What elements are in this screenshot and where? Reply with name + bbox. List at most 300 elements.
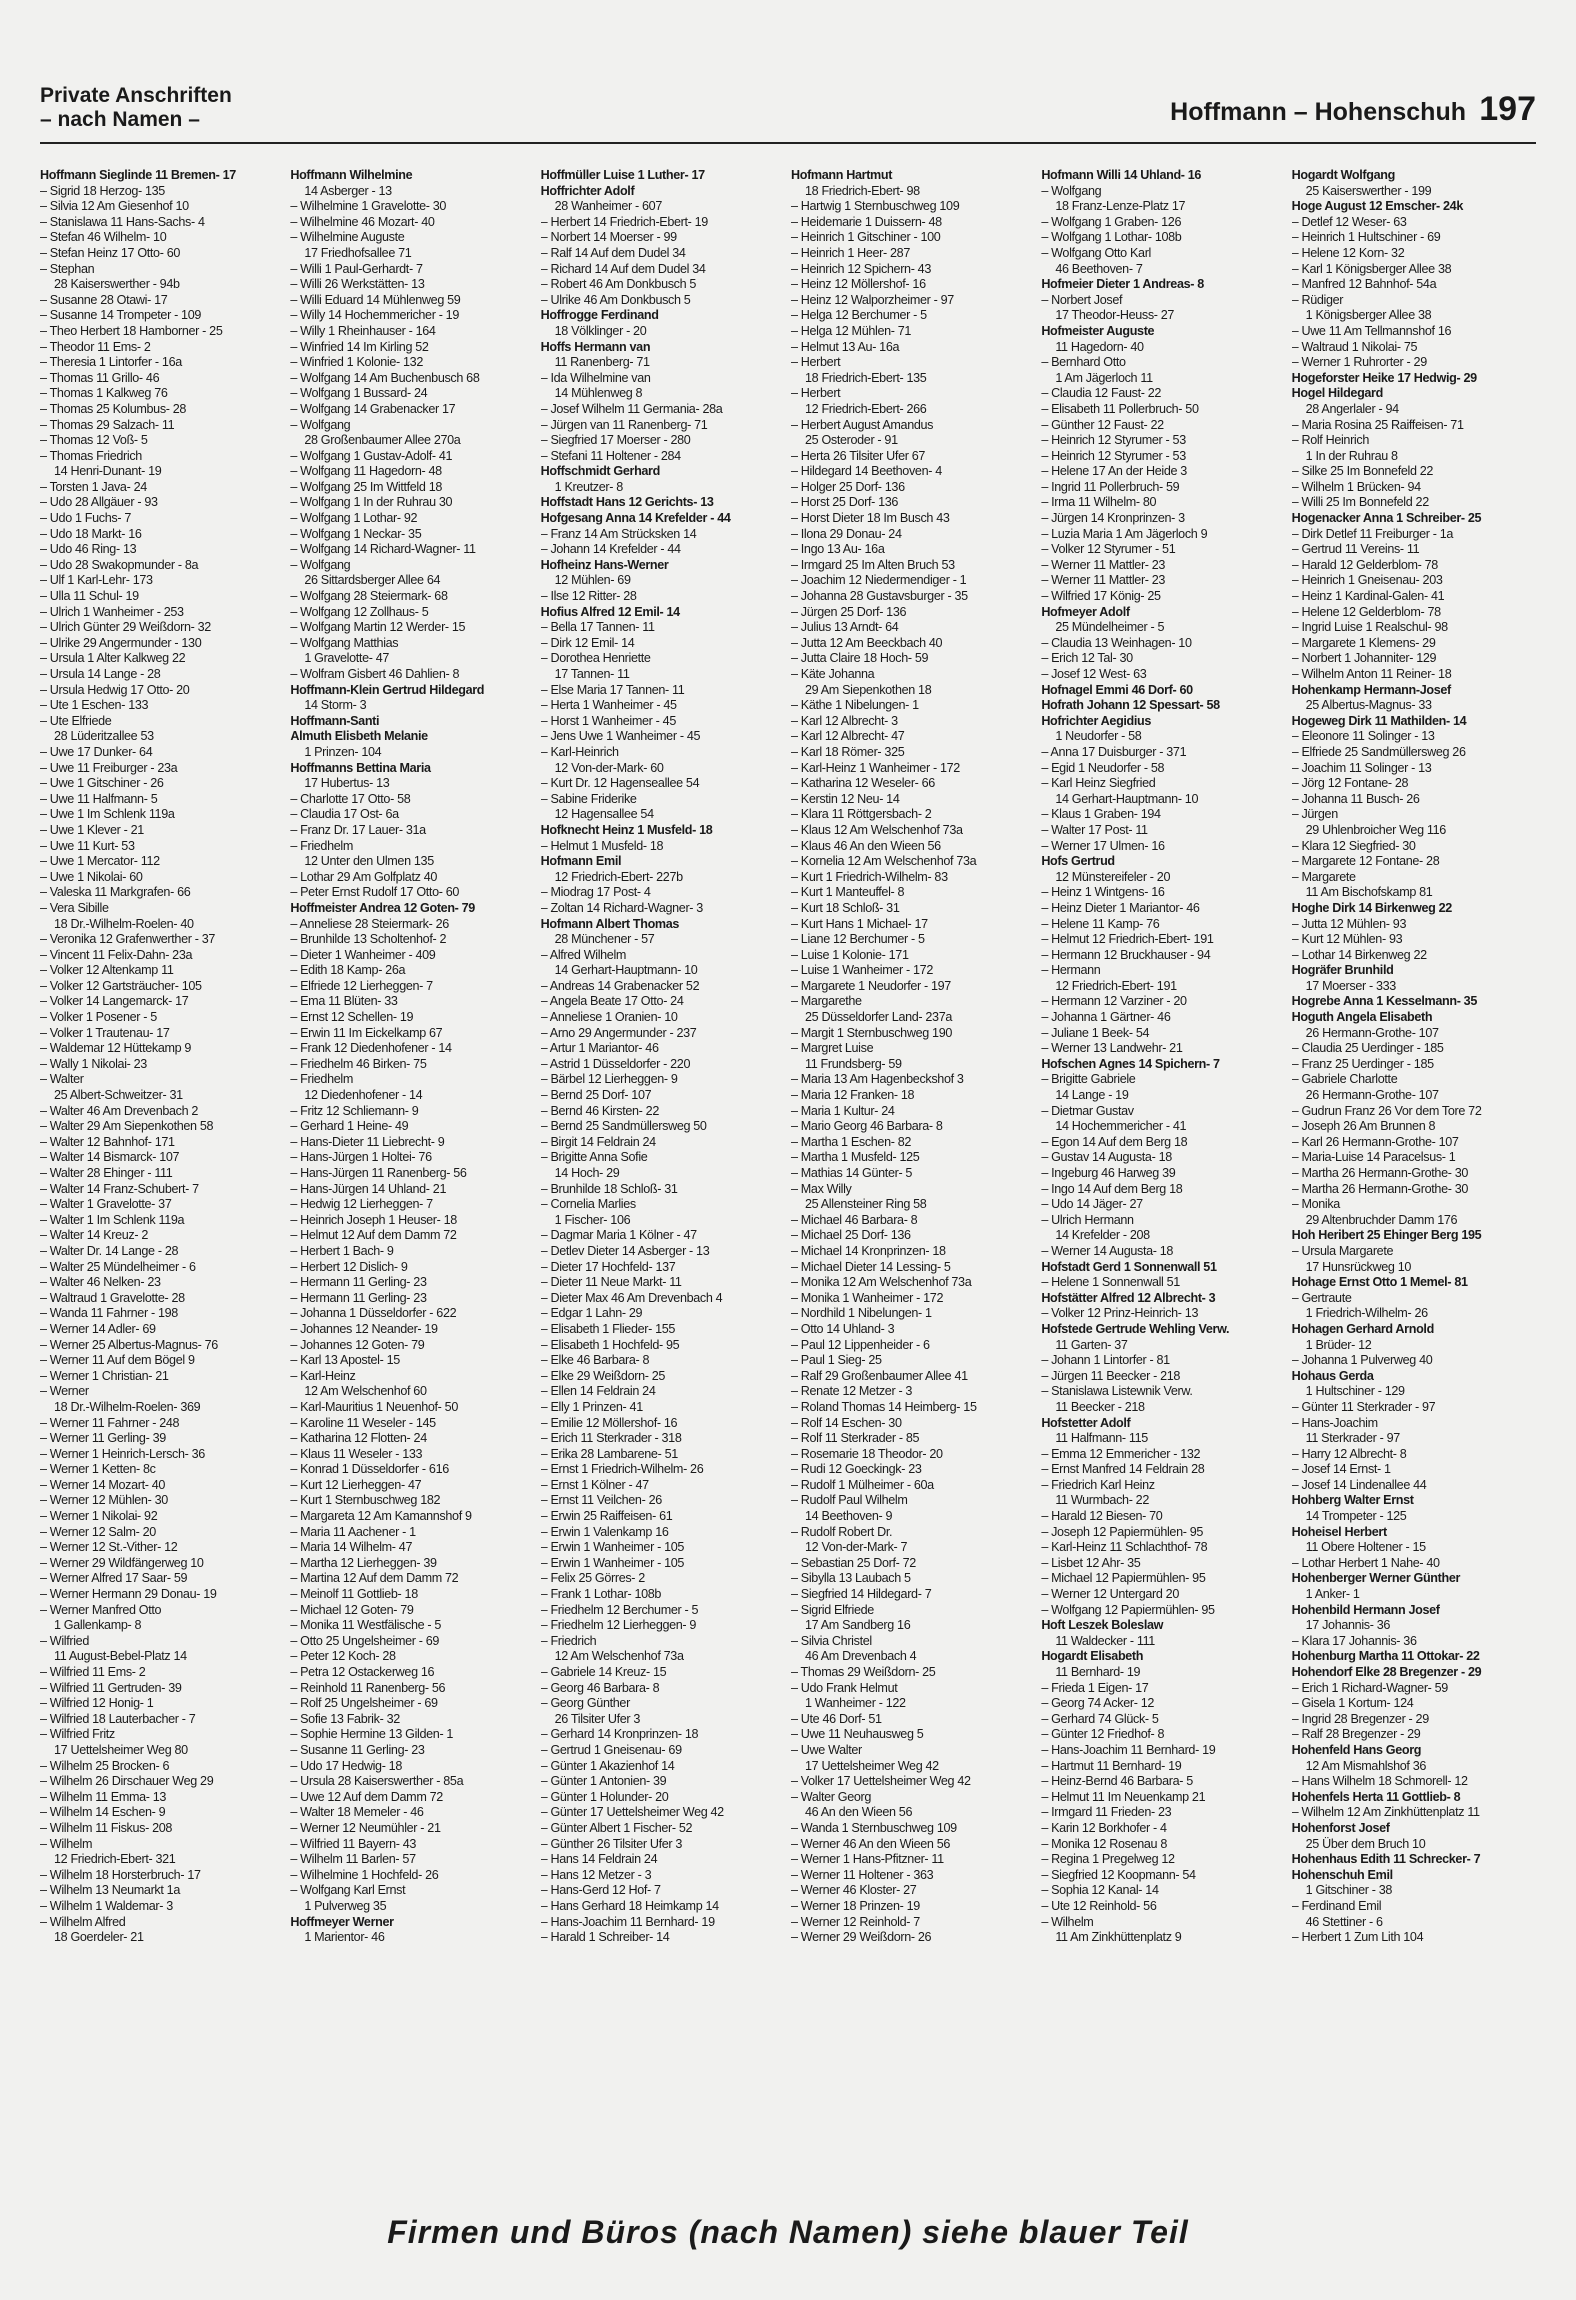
directory-entry: Hofmeier Dieter 1 Andreas- 8 <box>1041 277 1204 292</box>
directory-entry: – Werner 12 Salm- 20 <box>40 1524 156 1539</box>
directory-entry: – Nordhild 1 Nibelungen- 1 <box>790 1306 932 1321</box>
directory-entry: Hofstadt Gerd 1 Sonnenwall 51 <box>1041 1259 1217 1274</box>
directory-entry: – Ellen 14 Feldrain 24 <box>540 1384 656 1399</box>
directory-entry: 11 Hagedorn- 40 <box>1055 339 1144 354</box>
directory-entry: – Wolfgang 1 Lothar- 92 <box>290 511 418 526</box>
directory-entry: – Kurt Hans 1 Michael- 17 <box>790 916 928 931</box>
directory-entry: – Walter 14 Franz-Schubert- 7 <box>40 1181 199 1196</box>
directory-entry: – Ute 46 Dorf- 51 <box>790 1711 882 1726</box>
directory-entry: – Uwe 1 Gitschiner - 26 <box>40 776 164 791</box>
directory-entry: – Thomas 12 Voß- 5 <box>40 433 148 448</box>
directory-entry: – Joachim 11 Solinger - 13 <box>1291 760 1432 775</box>
directory-entry: – Ursula Margarete <box>1291 1243 1394 1258</box>
directory-entry: – Fritz 12 Schliemann- 9 <box>290 1103 419 1118</box>
directory-entry: – Volker 17 Uettelsheimer Weg 42 <box>790 1774 971 1789</box>
directory-entry: 26 Hermann-Grothe- 107 <box>1305 1088 1439 1103</box>
directory-column <box>290 168 534 2192</box>
directory-entry: – Wilhelm 1 Brücken- 94 <box>1291 479 1421 494</box>
directory-entry: – Friedhelm 12 Lierheggen- 9 <box>540 1618 697 1633</box>
directory-entry: – Regina 1 Pregelweg 12 <box>1041 1852 1175 1867</box>
directory-entry: Hofstetter Adolf <box>1041 1415 1131 1430</box>
directory-entry: – Rudolf 1 Mülheimer - 60a <box>790 1477 934 1492</box>
directory-entry: 1 In der Ruhrau 8 <box>1305 448 1398 463</box>
directory-entry: Hohenbild Hermann Josef <box>1291 1602 1440 1617</box>
directory-entry: – Frieda 1 Eigen- 17 <box>1041 1680 1149 1695</box>
directory-entry: – Ulrich Günter 29 Weißdorn- 32 <box>40 620 211 635</box>
directory-entry: Hoffrogge Ferdinand <box>540 308 659 323</box>
directory-entry: – Ulf 1 Karl-Lehr- 173 <box>40 573 153 588</box>
directory-entry: – Emma 12 Emmericher - 132 <box>1041 1446 1201 1461</box>
directory-entry: – Werner 46 An den Wieen 56 <box>790 1836 951 1851</box>
directory-entry: 14 Mühlenweg 8 <box>554 386 643 401</box>
directory-entry: – Ernst 11 Veilchen- 26 <box>540 1493 662 1508</box>
directory-entry: – Stefani 11 Holtener - 284 <box>540 448 681 463</box>
directory-entry: – Heinrich 12 Styrumer - 53 <box>1041 448 1186 463</box>
directory-entry: 12 Unter den Ulmen 135 <box>304 854 434 869</box>
directory-entry: – Helmut 1 Musfeld- 18 <box>540 838 664 853</box>
directory-entry: – Günter 1 Akazienhof 14 <box>540 1758 675 1773</box>
directory-entry: – Ernst Manfred 14 Feldrain 28 <box>1041 1462 1205 1477</box>
directory-entry: – Helmut 12 Auf dem Damm 72 <box>290 1228 457 1243</box>
directory-entry: – Helmut 12 Friedrich-Ebert- 191 <box>1041 932 1214 947</box>
directory-entry: 28 Münchener - 57 <box>554 932 655 947</box>
directory-entry: – Günter 17 Uettelsheimer Weg 42 <box>540 1805 724 1820</box>
directory-entry: – Werner 11 Gerling- 39 <box>40 1431 166 1446</box>
directory-entry: – Franz 14 Am Strücksken 14 <box>540 526 697 541</box>
directory-entry: – Ingrid 28 Bregenzer - 29 <box>1291 1711 1429 1726</box>
directory-entry: – Anna 17 Duisburger - 371 <box>1041 744 1187 759</box>
directory-entry: – Johannes 12 Neander- 19 <box>290 1321 438 1336</box>
directory-entry: – Wilhelm 25 Brocken- 6 <box>40 1758 170 1773</box>
directory-entry: 18 Franz-Lenze-Platz 17 <box>1055 199 1186 214</box>
directory-entry: – Werner 11 Holtener - 363 <box>790 1867 934 1882</box>
directory-entry: 14 Beethoven- 9 <box>804 1509 893 1524</box>
directory-entry: – Erika 28 Lambarene- 51 <box>540 1446 678 1461</box>
directory-entry: – Udo 46 Ring- 13 <box>40 542 137 557</box>
directory-entry: – Luzia Maria 1 Am Jägerloch 9 <box>1041 526 1208 541</box>
directory-entry: 12 Friedrich-Ebert- 266 <box>804 401 927 416</box>
directory-entry: 1 Neudorfer - 58 <box>1055 729 1142 744</box>
directory-entry: – Gabriele Charlotte <box>1291 1072 1398 1087</box>
directory-entry: – Egon 14 Auf dem Berg 18 <box>1041 1134 1188 1149</box>
directory-entry: – Volker 12 Altenkamp 11 <box>40 963 174 978</box>
directory-entry: – Erwin 25 Raiffeisen- 61 <box>540 1509 673 1524</box>
page-header <box>40 84 1536 144</box>
directory-entry: – Erwin 11 Im Eickelkamp 67 <box>290 1025 443 1040</box>
directory-entry: – Cornelia Marlies <box>540 1197 636 1212</box>
directory-entry: – Uwe Walter <box>790 1742 862 1757</box>
directory-entry: – Gudrun Franz 26 Vor dem Tore 72 <box>1291 1103 1482 1118</box>
directory-entry: – Valeska 11 Markgrafen- 66 <box>40 885 191 900</box>
directory-entry: – Rosemarie 18 Theodor- 20 <box>790 1446 943 1461</box>
directory-entry: – Waltraud 1 Gravelotte- 28 <box>40 1290 185 1305</box>
directory-entry: – Karl-Heinz 11 Schlachthof- 78 <box>1041 1540 1208 1555</box>
directory-entry: – Willy 1 Rheinhauser - 164 <box>290 323 436 338</box>
directory-entry: Hofius Alfred 12 Emil- 14 <box>540 604 680 619</box>
directory-entry: – Horst 25 Dorf- 136 <box>790 495 899 510</box>
directory-entry: 17 Johannis- 36 <box>1305 1618 1391 1633</box>
directory-entry: – Rudolf Paul Wilhelm <box>790 1493 908 1508</box>
directory-entry: 17 Am Sandberg 16 <box>804 1618 911 1633</box>
directory-entry: – Felix 25 Görres- 2 <box>540 1571 645 1586</box>
directory-entry: Hohenberger Werner Günther <box>1291 1571 1461 1586</box>
directory-entry: – Maria 13 Am Hagenbeckshof 3 <box>790 1072 964 1087</box>
directory-entry: 25 Düsseldorfer Land- 237a <box>804 1010 953 1025</box>
directory-entry: – Harald 1 Schreiber- 14 <box>540 1930 670 1945</box>
directory-entry: – Maria 11 Aachener - 1 <box>290 1524 416 1539</box>
directory-column <box>40 168 284 2192</box>
directory-entry: – Gertrud 1 Gneisenau- 69 <box>540 1742 682 1757</box>
directory-entry: – Ida Wilhelmine van <box>540 370 651 385</box>
directory-entry: – Wilhelm <box>40 1836 93 1851</box>
directory-entry: – Edith 18 Kamp- 26a <box>290 963 406 978</box>
directory-entry: 1 Anker- 1 <box>1305 1587 1360 1602</box>
directory-entry: 25 Allensteiner Ring 58 <box>804 1197 927 1212</box>
directory-entry: – Waltraud 1 Nikolai- 75 <box>1291 339 1418 354</box>
directory-entry: – Hans-Jürgen 11 Ranenberg- 56 <box>290 1166 467 1180</box>
directory-entry: – Miodrag 17 Post- 4 <box>540 885 651 900</box>
directory-entry: 18 Dr.-Wilhelm-Roelen- 369 <box>54 1399 201 1414</box>
directory-entry: 25 Über dem Bruch 10 <box>1305 1836 1426 1851</box>
directory-entry: – Katharina 12 Weseler- 66 <box>790 776 935 791</box>
directory-entry: – Helene 17 An der Heide 3 <box>1041 464 1187 479</box>
directory-entry: Hoft Leszek Boleslaw <box>1041 1618 1164 1633</box>
directory-entry: – Dieter Max 46 Am Drevenbach 4 <box>540 1290 723 1305</box>
directory-entry: – Silvia 12 Am Giesenhof 10 <box>40 199 189 214</box>
directory-entry: – Wolfgang 12 Zollhaus- 5 <box>290 604 429 619</box>
directory-entry: – Friedhelm <box>290 1072 353 1087</box>
directory-entry: – Siegfried 14 Hildegard- 7 <box>790 1587 932 1602</box>
directory-entry: Hogräfer Brunhild <box>1291 963 1394 978</box>
directory-entry: – Kurt 1 Manteuffel- 8 <box>790 885 905 900</box>
directory-entry: – Hermann 12 Bruckhauser - 94 <box>1041 947 1211 962</box>
directory-entry: – Norbert Josef <box>1041 292 1123 307</box>
directory-entry: 17 Uettelsheimer Weg 42 <box>804 1758 939 1773</box>
directory-entry: – Elke 46 Barbara- 8 <box>540 1353 650 1368</box>
directory-entry: – Johanna 1 Pulverweg 40 <box>1291 1353 1433 1368</box>
directory-entry: – Werner Hermann 29 Donau- 19 <box>40 1587 217 1602</box>
directory-entry: – Maria Rosina 25 Raiffeisen- 71 <box>1291 417 1464 432</box>
directory-entry: – Willi 25 Im Bonnefeld 22 <box>1291 495 1429 510</box>
directory-entry: – Jutta 12 Am Beeckbach 40 <box>790 635 943 650</box>
directory-entry: – Wolfgang 14 Grabenacker 17 <box>290 401 456 416</box>
directory-entry: – Franz Dr. 17 Lauer- 31a <box>290 822 426 837</box>
directory-entry: – Petra 12 Ostackerweg 16 <box>290 1665 435 1679</box>
directory-entry: – Ursula Hedwig 17 Otto- 20 <box>40 682 190 697</box>
directory-entry: – Herbert 1 Zum Lith 104 <box>1291 1930 1424 1945</box>
directory-entry: – Bella 17 Tannen- 11 <box>540 620 655 635</box>
directory-entry: 25 Albert-Schweitzer- 31 <box>54 1088 183 1103</box>
directory-entry: – Wanda 1 Sternbuschweg 109 <box>790 1820 957 1835</box>
directory-entry: – Werner 11 Fahrner - 248 <box>40 1415 180 1430</box>
directory-entry: – Joachim 12 Niedermendiger - 1 <box>790 573 967 588</box>
directory-entry: – Udo 1 Fuchs- 7 <box>40 511 131 526</box>
directory-entry: – Claudia 12 Faust- 22 <box>1041 386 1162 401</box>
directory-entry: 26 Tilsiter Ufer 3 <box>554 1711 641 1726</box>
directory-entry: Hofrichter Aegidius <box>1041 713 1152 728</box>
directory-entry: – Elfriede 25 Sandmüllersweg 26 <box>1291 744 1466 759</box>
directory-entry: – Ute Elfriede <box>40 713 112 728</box>
directory-entry: – Elisabeth 11 Pollerbruch- 50 <box>1041 401 1199 416</box>
directory-entry: – Johann 14 Krefelder - 44 <box>540 542 681 557</box>
directory-entry: – Wolfgang 1 Gustav-Adolf- 41 <box>290 448 453 463</box>
directory-entry: – Heinz 12 Möllershof- 16 <box>790 277 926 292</box>
directory-entry: – Jürgen van 11 Ranenberg- 71 <box>540 417 708 432</box>
directory-entry: – Rudi 12 Goeckingk- 23 <box>790 1462 922 1477</box>
directory-entry: – Wolfgang 1 Neckar- 35 <box>290 526 422 541</box>
directory-entry: – Hans-Jürgen 1 Holtei- 76 <box>290 1150 432 1165</box>
directory-entry: – Walter 46 Am Drevenbach 2 <box>40 1103 199 1118</box>
directory-entry: – Thomas 1 Kalkweg 76 <box>40 386 168 401</box>
directory-entry: 18 Dr.-Wilhelm-Roelen- 40 <box>54 916 194 931</box>
directory-entry: – Ulla 11 Schul- 19 <box>40 589 139 604</box>
directory-entry: – Wolfgang 14 Am Buchenbusch 68 <box>290 370 480 385</box>
directory-entry: Hofmann Emil <box>540 854 622 869</box>
directory-entry: Hoguth Angela Elisabeth <box>1291 1010 1433 1025</box>
directory-entry: – Bernd 46 Kirsten- 22 <box>540 1103 659 1118</box>
directory-entry: – Karl Heinz Siegfried <box>1041 776 1156 791</box>
directory-entry: – Maria 1 Kultur- 24 <box>790 1103 895 1118</box>
directory-entry: – Werner 29 Wildfängerweg 10 <box>40 1555 204 1570</box>
directory-entry: 12 Am Welschenhof 60 <box>304 1384 427 1399</box>
directory-entry: – Klara 11 Röttgersbach- 2 <box>790 807 932 822</box>
directory-entry: – Theodor 11 Ems- 2 <box>40 339 151 354</box>
directory-entry: 18 Goerdeler- 21 <box>54 1930 144 1945</box>
directory-entry: – Peter Ernst Rudolf 17 Otto- 60 <box>290 885 460 900</box>
directory-entry: – Walter <box>40 1072 84 1087</box>
directory-entry: – Lothar Herbert 1 Nahe- 40 <box>1291 1555 1440 1570</box>
directory-entry: – Wilhelm 11 Fiskus- 208 <box>40 1820 173 1835</box>
directory-entry: – Claudia 13 Weinhagen- 10 <box>1041 635 1192 650</box>
directory-entry: – Brunhilde 18 Schloß- 31 <box>540 1181 678 1196</box>
directory-entry: – Karl-Heinrich <box>540 744 619 759</box>
directory-entry: Hoh Heribert 25 Ehinger Berg 195 <box>1291 1228 1482 1243</box>
directory-entry: Hofstätter Alfred 12 Albrecht- 3 <box>1041 1290 1216 1305</box>
directory-entry: – Herbert 14 Friedrich-Ebert- 19 <box>540 214 708 229</box>
directory-entry: 17 Hubertus- 13 <box>304 776 390 791</box>
directory-entry: – Dietmar Gustav <box>1041 1103 1134 1118</box>
directory-entry: – Gertraute <box>1291 1290 1352 1305</box>
directory-entry: – Helene 12 Gelderblom- 78 <box>1291 604 1441 619</box>
directory-entry: – Luise 1 Wanheimer - 172 <box>790 963 933 978</box>
directory-entry: – Wolfgang 1 In der Ruhrau 30 <box>290 495 453 510</box>
directory-entry: – Frank 1 Lothar- 108b <box>540 1587 662 1602</box>
directory-entry: – Bärbel 12 Lierheggen- 9 <box>540 1072 678 1087</box>
directory-entry: – Willi 26 Werkstätten- 13 <box>290 277 425 292</box>
directory-entry: – Georg Günther <box>540 1696 630 1711</box>
directory-entry: – Wilfried <box>40 1633 89 1648</box>
directory-entry: – Heinrich 1 Heer- 287 <box>790 245 910 260</box>
directory-entry: – Johann 1 Lintorfer - 81 <box>1041 1353 1170 1368</box>
directory-entry: – Bernd 25 Dorf- 107 <box>540 1088 652 1103</box>
directory-entry: – Monika 11 Westfälische - 5 <box>290 1618 442 1633</box>
directory-entry: – Wilhelmine 1 Gravelotte- 30 <box>290 199 447 214</box>
directory-entry: – Jörg 12 Fontane- 28 <box>1291 776 1409 791</box>
directory-entry: – Horst 1 Wanheimer - 45 <box>540 713 676 728</box>
directory-entry: – Manfred 12 Bahnhof- 54a <box>1291 277 1437 292</box>
directory-entry: Hohaus Gerda <box>1291 1368 1374 1383</box>
directory-entry: – Brigitte Gabriele <box>1041 1072 1136 1087</box>
directory-entry: – Alfred Wilhelm <box>540 947 627 962</box>
directory-entry: – Heinrich Joseph 1 Heuser- 18 <box>290 1212 457 1227</box>
directory-entry: Hogrebe Anna 1 Kesselmann- 35 <box>1291 994 1477 1009</box>
directory-entry: – Maria 12 Franken- 18 <box>790 1088 915 1103</box>
directory-entry: – Georg 74 Acker- 12 <box>1041 1696 1155 1711</box>
directory-entry: – Wilhelmine Auguste <box>290 230 405 245</box>
directory-entry: – Monika 12 Rosenau 8 <box>1041 1836 1167 1851</box>
directory-entry: – Lothar 29 Am Golfplatz 40 <box>290 869 437 884</box>
directory-entry: – Friedrich <box>540 1633 597 1648</box>
directory-entry: – Hans Wilhelm 18 Schmorell- 12 <box>1291 1774 1468 1789</box>
directory-entry: – Bernhard Otto <box>1041 355 1126 370</box>
directory-entry: – Georg 46 Barbara- 8 <box>540 1680 660 1695</box>
directory-entry: – Hedwig 12 Lierheggen- 7 <box>290 1197 433 1212</box>
section-title-line-1: Private Anschriften <box>40 84 232 107</box>
directory-entry: – Johanna 1 Gärtner- 46 <box>1041 1010 1171 1025</box>
directory-entry: – Werner 1 Heinrich-Lersch- 36 <box>40 1446 205 1461</box>
directory-entry: – Udo Frank Helmut <box>790 1680 898 1695</box>
directory-entry: 28 Kaiserswerther - 94b <box>54 277 180 292</box>
directory-entry: – Wilhelm <box>1041 1914 1094 1929</box>
directory-entry: – Rolf Heinrich <box>1291 433 1369 448</box>
directory-entry: – Ferdinand Emil <box>1291 1898 1382 1913</box>
directory-entry: – Gerhard 14 Kronprinzen- 18 <box>540 1727 699 1742</box>
directory-entry: – Werner 11 Auf dem Bögel 9 <box>40 1353 195 1368</box>
directory-entry: – Veronika 12 Grafenwerther - 37 <box>40 932 216 947</box>
directory-entry: 1 Brüder- 12 <box>1305 1337 1372 1352</box>
directory-entry: – Werner 11 Mattler- 23 <box>1041 573 1166 588</box>
directory-entry: – Birgit 14 Feldrain 24 <box>540 1134 656 1149</box>
directory-entry: – Ingrid Luise 1 Realschul- 98 <box>1291 620 1448 635</box>
directory-entry: – Eleonore 11 Solinger - 13 <box>1291 729 1435 744</box>
directory-entry: – Margret Luise <box>790 1041 874 1056</box>
directory-entry: – Wilhelm 11 Barlen- 57 <box>290 1852 416 1867</box>
directory-entry: 11 Frundsberg- 59 <box>804 1056 902 1071</box>
directory-entry: – Sophia 12 Kanal- 14 <box>1041 1883 1159 1898</box>
directory-entry: – Uwe 1 Nikolai- 60 <box>40 869 143 884</box>
directory-entry: – Josef 14 Ernst- 1 <box>1291 1462 1391 1477</box>
directory-entry: – Wilfried 11 Bayern- 43 <box>290 1836 417 1851</box>
directory-entry: – Thomas 25 Kolumbus- 28 <box>40 401 187 416</box>
directory-entry: – Uwe 11 Freiburger - 23a <box>40 760 178 775</box>
directory-entry: – Ernst 1 Kölner - 47 <box>540 1477 649 1492</box>
directory-entry: – Konrad 1 Düsseldorfer - 616 <box>290 1462 449 1477</box>
directory-entry: – Ursula 14 Lange - 28 <box>40 667 161 681</box>
directory-entry: Hohagen Gerhard Arnold <box>1291 1321 1434 1336</box>
directory-entry: Hoge August 12 Emscher- 24k <box>1291 199 1463 214</box>
directory-entry: – Otto 25 Ungelsheimer - 69 <box>290 1633 440 1648</box>
directory-entry: – Wilfried 12 Honig- 1 <box>40 1696 154 1711</box>
directory-entry: 1 Kreutzer- 8 <box>554 479 623 494</box>
directory-entry: – Wilhelm 1 Waldemar- 3 <box>40 1898 173 1913</box>
directory-entry: Hoffmann-Santi <box>290 713 380 728</box>
directory-entry: – Werner 12 Mühlen- 30 <box>40 1493 168 1508</box>
directory-entry: – Horst Dieter 18 Im Busch 43 <box>790 511 950 526</box>
directory-entry: – Josef 14 Lindenallee 44 <box>1291 1477 1427 1492</box>
directory-entry: – Günther 12 Faust- 22 <box>1041 417 1164 432</box>
directory-entry: – Michael 46 Barbara- 8 <box>790 1212 918 1227</box>
directory-entry: – Kurt 18 Schloß- 31 <box>790 900 900 915</box>
directory-entry: – Uwe 11 Halfmann- 5 <box>40 791 158 806</box>
directory-entry: – Waldemar 12 Hüttekamp 9 <box>40 1041 192 1056</box>
directory-entry: – Sabine Friderike <box>540 791 637 806</box>
directory-entry: 14 Gerhart-Hauptmann- 10 <box>554 963 698 978</box>
directory-entry: 25 Kaiserswerther - 199 <box>1305 183 1432 198</box>
directory-entry: – Werner 1 Nikolai- 92 <box>40 1509 158 1524</box>
directory-entry: – Wilhelm 11 Emma- 13 <box>40 1789 167 1804</box>
directory-entry: Hohenburg Martha 11 Ottokar- 22 <box>1291 1649 1480 1664</box>
directory-entry: – Sigrid Elfriede <box>790 1602 874 1617</box>
directory-entry: – Vera Sibille <box>40 900 109 915</box>
directory-entry: Hofmann Albert Thomas <box>540 916 680 931</box>
directory-entry: – Heinrich 1 Gneisenau- 203 <box>1291 573 1443 588</box>
directory-entry: – Uwe 1 Im Schlenk 119a <box>40 807 175 822</box>
directory-entry: – Hans-Joachim 11 Bernhard- 19 <box>540 1914 715 1929</box>
directory-entry: 11 Halfmann- 115 <box>1055 1431 1148 1446</box>
directory-entry: – Anneliese 1 Oranien- 10 <box>540 1010 678 1025</box>
directory-entry: 11 Bernhard- 19 <box>1055 1665 1141 1679</box>
directory-entry: – Kurt Dr. 12 Hagenseallee 54 <box>540 776 700 791</box>
directory-entry: – Willi Eduard 14 Mühlenweg 59 <box>290 292 461 307</box>
directory-entry: Hoghe Dirk 14 Birkenweg 22 <box>1291 900 1452 915</box>
directory-entry: – Sibylla 13 Laubach 5 <box>790 1571 911 1586</box>
directory-entry: Hogardt Wolfgang <box>1291 168 1395 182</box>
directory-entry: – Monika <box>1291 1197 1340 1212</box>
directory-entry: 11 Am Bischofskamp 81 <box>1305 885 1433 900</box>
directory-entry: – Martha 26 Hermann-Grothe- 30 <box>1291 1181 1469 1196</box>
directory-entry: – Michael 25 Dorf- 136 <box>790 1228 911 1243</box>
directory-entry: Hofmann Hartmut <box>790 168 893 182</box>
directory-entry: – Werner 12 Reinhold- 7 <box>790 1914 920 1929</box>
directory-entry: – Helmut 13 Au- 16a <box>790 339 900 354</box>
directory-entry: – Ralf 28 Bregenzer - 29 <box>1291 1727 1421 1742</box>
directory-entry: – Werner 11 Mattler- 23 <box>1041 557 1166 572</box>
directory-entry: – Lisbet 12 Ahr- 35 <box>1041 1555 1141 1570</box>
directory-entry: – Volker 12 Gartsträucher- 105 <box>40 978 202 993</box>
directory-entry: – Harald 12 Gelderblom- 78 <box>1291 557 1438 572</box>
directory-entry: – Max Willy <box>790 1181 852 1196</box>
directory-entry: – Werner 1 Christian- 21 <box>40 1368 169 1383</box>
directory-entry: – Ingo 13 Au- 16a <box>790 542 885 557</box>
directory-entry: – Friedhelm 12 Berchumer - 5 <box>540 1602 699 1617</box>
directory-entry: – Kurt 12 Mühlen- 93 <box>1291 932 1403 947</box>
directory-entry: 1 Hultschiner - 129 <box>1305 1384 1405 1399</box>
directory-entry: Hogenacker Anna 1 Schreiber- 25 <box>1291 511 1482 526</box>
directory-entry: – Bernd 25 Sandmüllersweg 50 <box>540 1119 707 1134</box>
directory-entry: – Hermann 12 Varziner - 20 <box>1041 994 1187 1009</box>
directory-entry: 14 Hochemmericher - 41 <box>1055 1119 1187 1134</box>
directory-entry: – Zoltan 14 Richard-Wagner- 3 <box>540 900 703 915</box>
directory-entry: 12 Friedrich-Ebert- 321 <box>54 1852 176 1867</box>
directory-entry: – Wilfried 18 Lauterbacher - 7 <box>40 1711 196 1726</box>
directory-entry: – Wolfgang 28 Steiermark- 68 <box>290 589 448 604</box>
directory-entry: – Volker 14 Langemarck- 17 <box>40 994 189 1009</box>
directory-entry: – Gabriele 14 Kreuz- 15 <box>540 1665 667 1679</box>
directory-entry: – Wolfgang 1 Lothar- 108b <box>1041 230 1182 245</box>
directory-entry: Hoheisel Herbert <box>1291 1524 1387 1539</box>
directory-entry: 11 Beecker - 218 <box>1055 1399 1145 1414</box>
directory-entry: – Klaus 11 Weseler - 133 <box>290 1446 423 1461</box>
directory-entry: – Wilhelm 12 Am Zinkhüttenplatz 11 <box>1291 1805 1480 1820</box>
directory-entry: – Luise 1 Kolonie- 171 <box>790 947 909 962</box>
directory-entry: 1 Prinzen- 104 <box>304 744 382 759</box>
directory-entry: – Walter 1 Im Schlenk 119a <box>40 1212 185 1227</box>
directory-entry: – Werner 1 Ruhrorter - 29 <box>1291 355 1427 370</box>
directory-entry: – Karl 13 Apostel- 15 <box>290 1353 400 1368</box>
directory-entry: – Heinz 1 Kardinal-Galen- 41 <box>1291 589 1445 604</box>
directory-entry: Hoffmeister Andrea 12 Goten- 79 <box>290 900 475 915</box>
directory-entry: – Dieter 11 Neue Markt- 11 <box>540 1275 682 1290</box>
